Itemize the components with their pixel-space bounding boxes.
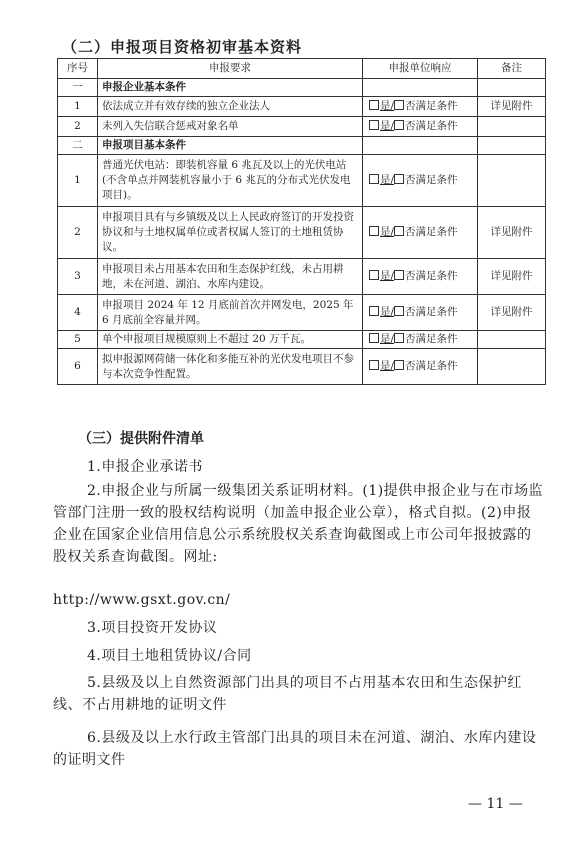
table-row	[58, 207, 546, 259]
table-row	[58, 155, 546, 207]
requirement-text: 依法成立并有效存续的独立企业法人	[98, 97, 363, 117]
yes-checkbox[interactable]	[369, 306, 379, 316]
no-checkbox[interactable]	[394, 120, 404, 130]
header-note: 备注	[478, 59, 546, 79]
no-label: 否满足条件	[405, 120, 458, 132]
table-row	[58, 349, 546, 385]
header-no: 序号	[58, 59, 98, 79]
row-number: 1	[58, 97, 98, 117]
response-cell	[363, 349, 478, 385]
no-checkbox[interactable]	[394, 333, 404, 343]
response-cell	[363, 207, 478, 259]
qualification-table	[57, 58, 546, 385]
no-label: 否满足条件	[405, 306, 458, 318]
response-cell	[363, 137, 478, 155]
row-number: 2	[58, 207, 98, 259]
requirement-text: 申报项目具有与乡镇级及以上人民政府签订的开发投资协议和与土地权属单位或者权属人签订的土地租赁协议。	[98, 207, 363, 259]
attachment-4: 4.项目土地租赁协议/合同	[87, 648, 252, 664]
note-text: 详见附件	[478, 259, 546, 295]
note-text	[478, 155, 546, 207]
yes-checkbox[interactable]	[369, 174, 379, 184]
note-text	[478, 331, 546, 349]
yes-label: 是/	[380, 270, 395, 282]
no-label: 否满足条件	[405, 360, 458, 372]
no-checkbox[interactable]	[394, 270, 404, 280]
row-number: 二	[58, 137, 98, 155]
note-text: 详见附件	[478, 97, 546, 117]
attachment-2: 2.申报企业与所属一级集团关系证明材料。(1)提供申报企业与在市场监管部门注册一致的股权结构说明（加盖申报企业公章），格式自拟。(2)申报企业在国家企业信用信息公示系统股权关系查询截图或上市公司年报披露的股权关系查询截图。网址:	[53, 483, 544, 565]
requirement-text: 单个申报项目规模原则上不超过 20 万千瓦。	[98, 331, 363, 349]
table-row	[58, 331, 546, 349]
yes-label: 是/	[380, 360, 395, 372]
note-text: 详见附件	[478, 207, 546, 259]
page-number: — 11 —	[468, 796, 523, 812]
table-row	[58, 259, 546, 295]
yes-checkbox[interactable]	[369, 226, 379, 236]
response-cell	[363, 259, 478, 295]
section-row	[58, 79, 546, 97]
yes-label: 是/	[380, 226, 395, 238]
section-3-title: （三）提供附件清单	[78, 431, 204, 447]
row-number: 3	[58, 259, 98, 295]
section-heading: 申报企业基本条件	[98, 79, 363, 97]
yes-label: 是/	[380, 100, 395, 112]
no-checkbox[interactable]	[394, 306, 404, 316]
requirement-text: 申报项目 2024 年 12 月底前首次并网发电，2025 年 6 月底前全容量并网。	[98, 295, 363, 331]
response-cell	[363, 97, 478, 117]
no-checkbox[interactable]	[394, 226, 404, 236]
note-text	[478, 349, 546, 385]
yes-checkbox[interactable]	[369, 360, 379, 370]
note-cell	[478, 79, 546, 97]
yes-label: 是/	[380, 120, 395, 132]
no-label: 否满足条件	[405, 174, 458, 186]
requirement-text: 未列入失信联合惩戒对象名单	[98, 117, 363, 137]
requirement-text: 拟申报源网荷储一体化和多能互补的光伏发电项目不参与本次竞争性配置。	[98, 349, 363, 385]
response-cell	[363, 331, 478, 349]
attachment-2-url[interactable]: http://www.gsxt.gov.cn/	[53, 592, 231, 608]
yes-checkbox[interactable]	[369, 120, 379, 130]
requirement-text: 普通光伏电站：即装机容量 6 兆瓦及以上的光伏电站(不含单点并网装机容量小于 6 兆瓦的分布式光伏发电项目)。	[98, 155, 363, 207]
yes-checkbox[interactable]	[369, 270, 379, 280]
section-row	[58, 137, 546, 155]
attachment-6: 6.县级及以上水行政主管部门出具的项目未在河道、湖泊、水库内建设的证明文件	[53, 730, 537, 768]
table-row	[58, 117, 546, 137]
row-number: 2	[58, 117, 98, 137]
no-label: 否满足条件	[405, 100, 458, 112]
note-text: 详见附件	[478, 295, 546, 331]
row-number: 一	[58, 79, 98, 97]
row-number: 1	[58, 155, 98, 207]
attachment-1: 1.申报企业承诺书	[87, 459, 203, 475]
yes-label: 是/	[380, 333, 395, 345]
yes-label: 是/	[380, 174, 395, 186]
no-checkbox[interactable]	[394, 360, 404, 370]
no-checkbox[interactable]	[394, 174, 404, 184]
response-cell	[363, 117, 478, 137]
requirement-text: 申报项目未占用基本农田和生态保护红线，未占用耕地，未在河道、湖泊、水库内建设。	[98, 259, 363, 295]
no-label: 否满足条件	[405, 333, 458, 345]
yes-checkbox[interactable]	[369, 100, 379, 110]
row-number: 6	[58, 349, 98, 385]
response-cell	[363, 155, 478, 207]
yes-label: 是/	[380, 306, 395, 318]
row-number: 5	[58, 331, 98, 349]
response-cell	[363, 79, 478, 97]
no-label: 否满足条件	[405, 226, 458, 238]
section-2-title: （二）申报项目资格初审基本资料	[62, 38, 303, 56]
no-checkbox[interactable]	[394, 100, 404, 110]
attachment-5: 5.县级及以上自然资源部门出具的项目不占用基本农田和生态保护红线、不占用耕地的证明文件	[53, 675, 522, 713]
row-number: 4	[58, 295, 98, 331]
no-label: 否满足条件	[405, 270, 458, 282]
response-cell	[363, 295, 478, 331]
table-row	[58, 97, 546, 117]
attachment-3: 3.项目投资开发协议	[87, 620, 218, 636]
table-row	[58, 295, 546, 331]
note-cell	[478, 137, 546, 155]
yes-checkbox[interactable]	[369, 333, 379, 343]
section-heading: 申报项目基本条件	[98, 137, 363, 155]
note-text	[478, 117, 546, 137]
table-header-row	[58, 59, 546, 79]
header-response: 申报单位响应	[363, 59, 478, 79]
table-body	[58, 79, 546, 385]
header-requirement: 申报要求	[98, 59, 363, 79]
